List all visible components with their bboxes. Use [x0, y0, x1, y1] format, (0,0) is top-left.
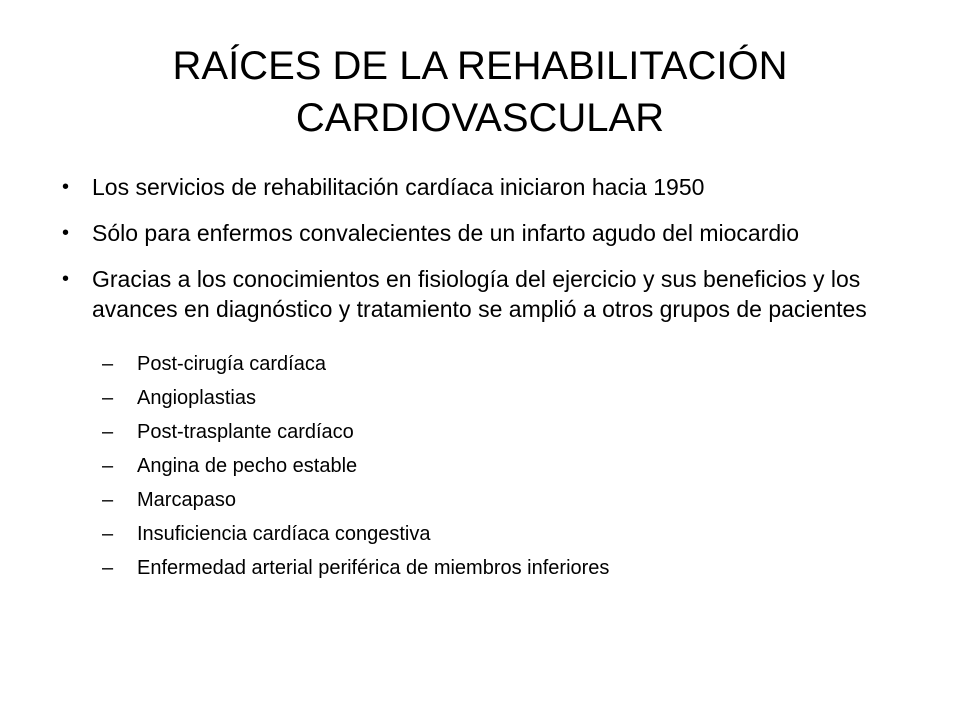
bullet-icon: •: [62, 176, 70, 198]
sub-item-text: Insuficiencia cardíaca congestiva: [137, 523, 431, 545]
sub-item: [102, 556, 902, 580]
sub-item: [102, 454, 902, 478]
bullet-item: [62, 172, 902, 202]
sub-item: [102, 522, 902, 546]
bullet-text: Sólo para enfermos convalecientes de un infarto agudo del miocardio: [92, 220, 800, 246]
title-line-1: RAÍCES DE LA REHABILITACIÓN: [172, 44, 788, 88]
sub-item: [102, 420, 902, 444]
sub-list: [62, 352, 902, 580]
sub-item-text: Enfermedad arterial periférica de miembros inferiores: [137, 557, 610, 579]
dash-icon: –: [102, 353, 114, 375]
title-line-2: CARDIOVASCULAR: [295, 96, 665, 140]
slide-title: [66, 40, 894, 144]
sub-item: [102, 386, 902, 410]
sub-item-text: Angina de pecho estable: [137, 455, 358, 477]
dash-icon: –: [102, 387, 114, 409]
bullet-icon: •: [62, 222, 70, 244]
dash-icon: –: [102, 489, 114, 511]
sub-item-text: Post-trasplante cardíaco: [137, 421, 354, 443]
sub-item-text: Angioplastias: [137, 387, 256, 409]
bullet-text: Los servicios de rehabilitación cardíaca iniciaron hacia 1950: [92, 174, 705, 200]
bullet-text: Gracias a los conocimientos en fisiología del ejercicio y sus beneficios y los avances en diagnóstico y tratamiento se amplió a otros grupos de pacientes: [92, 266, 867, 322]
bullet-item: [62, 264, 902, 324]
dash-icon: –: [102, 455, 114, 477]
sub-item: [102, 352, 902, 376]
sub-item-text: Marcapaso: [137, 489, 236, 511]
bullet-item: [62, 218, 902, 248]
dash-icon: –: [102, 421, 114, 443]
slide-body: [62, 172, 902, 590]
bullet-icon: •: [62, 268, 70, 290]
dash-icon: –: [102, 557, 114, 579]
sub-item: [102, 488, 902, 512]
dash-icon: –: [102, 523, 114, 545]
sub-item-text: Post-cirugía cardíaca: [137, 353, 326, 375]
